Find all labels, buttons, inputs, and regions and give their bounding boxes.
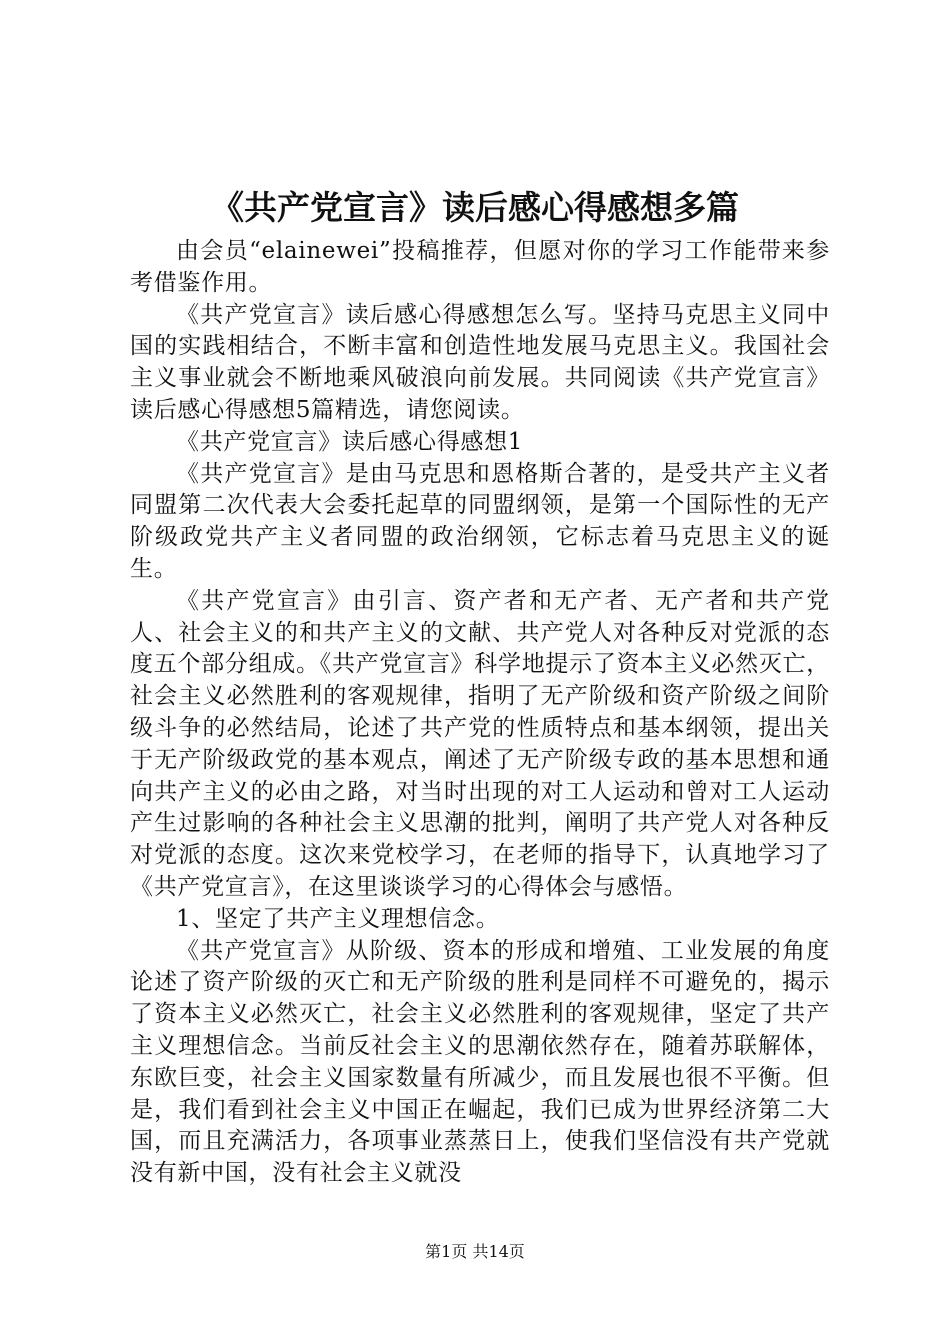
subheading-point-1: 1、坚定了共产主义理想信念。 — [176, 905, 500, 932]
paragraph-point-1: 《共产党宣言》从阶级、资本的形成和增殖、工业发展的角度论述了资产阶级的灭亡和无产阶级的胜利是同样不可避免的，揭示了资本主义必然灭亡，社会主义必然胜利的客观规律，坚定了共产主义理想信念。当前反社会主义的思潮依然存在，随着苏联解体，东欧巨变，社会主义国家数量有所减少，而且发展也很不平衡。但是，我们看到社会主义中国正在崛起，我们已成为世界经济第二大国，而且充满活力，各项事业蒸蒸日上，使我们坚信没有共产党就没有新中国，没有社会主义就没 — [130, 937, 830, 1187]
page-number-footer: 第1页 共14页 — [425, 1242, 525, 1261]
document-body — [130, 236, 830, 1190]
paragraph-structure: 《共产党宣言》由引言、资产者和无产者、无产者和共产党人、社会主义的和共产主义的文献、共产党人对各种反对党派的态度五个部分组成。《共产党宣言》科学地提示了资本主义必然灭亡，社会主义必然胜利的客观规律，指明了无产阶级和资产阶级之间阶级斗争的必然结局，论述了共产党的性质特点和基本纲领，提出关于无产阶级政党的基本观点，阐述了无产阶级专政的基本思想和通向共产主义的必由之路，对当时出现的对工人运动和曾对工人运动产生过影响的各种社会主义思潮的批判，阐明了共产党人对各种反对党派的态度。这次来党校学习，在老师的指导下，认真地学习了《共产党宣言》，在这里谈谈学习的心得体会与感悟。 — [130, 587, 830, 900]
paragraph-origin: 《共产党宣言》是由马克思和恩格斯合著的，是受共产主义者同盟第二次代表大会委托起草的同盟纲领，是第一个国际性的无产阶级政党共产主义者同盟的政治纲领，它标志着马克思主义的诞生。 — [130, 460, 830, 582]
document-title: 《共产党宣言》读后感心得感想多篇 — [211, 188, 739, 227]
paragraph-contributor-note: 由会员“elainewei”投稿推荐，但愿对你的学习工作能带来参考借鉴作用。 — [130, 238, 830, 296]
section-heading-1: 《共产党宣言》读后感心得感想1 — [176, 428, 524, 455]
paragraph-intro: 《共产党宣言》读后感心得感想怎么写。坚持马克思主义同中国的实践相结合，不断丰富和创造性地发展马克思主义。我国社会主义事业就会不断地乘风破浪向前发展。共同阅读《共产党宣言》读后感心得感想5篇精选，请您阅读。 — [130, 301, 830, 423]
